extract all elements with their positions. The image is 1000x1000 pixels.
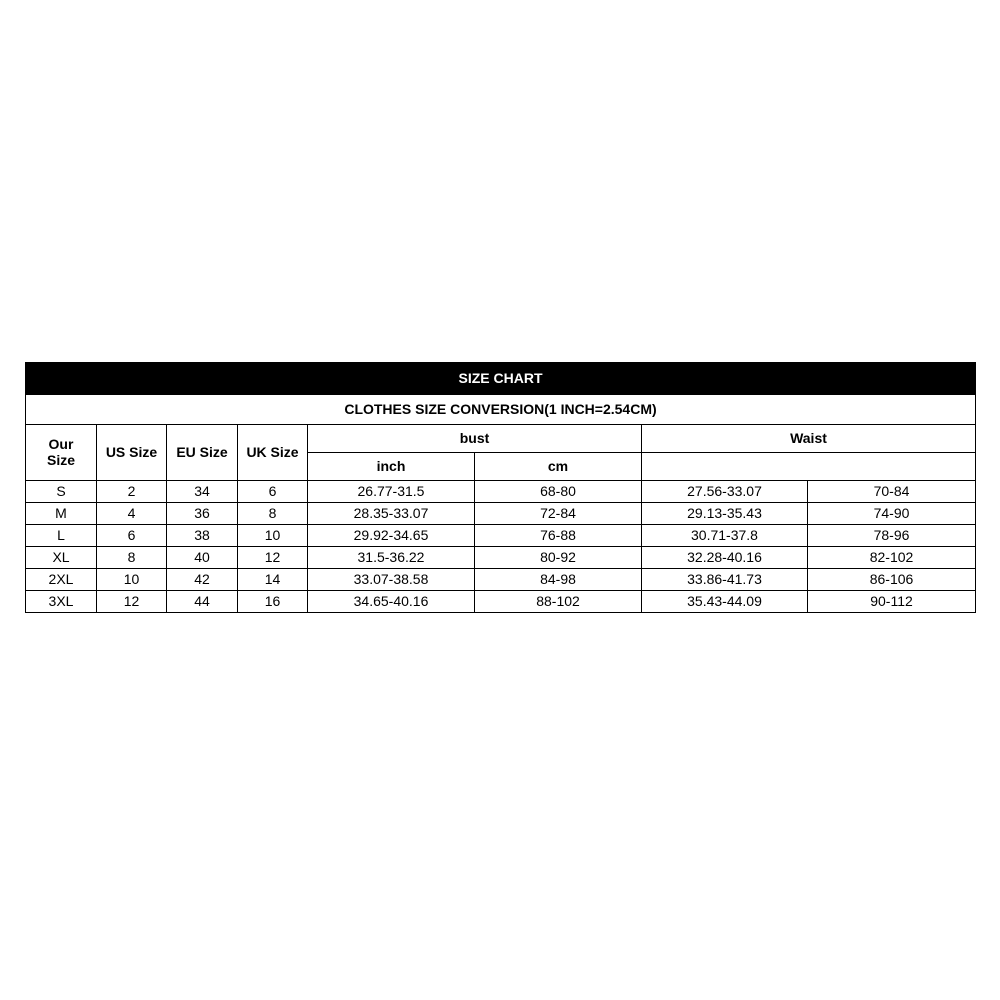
cell-uk-size: 10 (238, 525, 308, 547)
cell-bust-inch: 28.35-33.07 (308, 503, 475, 525)
title-row (26, 363, 976, 395)
chart-title: SIZE CHART (26, 363, 976, 395)
cell-bust-inch: 33.07-38.58 (308, 569, 475, 591)
header-bust-inch: inch (308, 453, 475, 481)
cell-eu-size: 42 (167, 569, 238, 591)
subtitle-row (26, 395, 976, 425)
table-row (26, 525, 976, 547)
cell-eu-size: 36 (167, 503, 238, 525)
cell-bust-inch: 31.5-36.22 (308, 547, 475, 569)
cell-bust-cm: 80-92 (475, 547, 642, 569)
cell-waist-inch: 32.28-40.16 (642, 547, 808, 569)
table-row (26, 591, 976, 613)
cell-eu-size: 34 (167, 481, 238, 503)
cell-waist-inch: 29.13-35.43 (642, 503, 808, 525)
header-our-size (26, 425, 97, 481)
cell-bust-cm: 72-84 (475, 503, 642, 525)
header-our-size-line-1: Our (48, 436, 74, 453)
cell-uk-size: 14 (238, 569, 308, 591)
cell-waist-cm: 74-90 (808, 503, 976, 525)
cell-bust-inch: 34.65-40.16 (308, 591, 475, 613)
cell-us-size: 2 (97, 481, 167, 503)
header-uk-size: UK Size (238, 425, 308, 481)
cell-eu-size: 44 (167, 591, 238, 613)
cell-our-size: XL (26, 547, 97, 569)
cell-waist-cm: 82-102 (808, 547, 976, 569)
cell-waist-cm: 78-96 (808, 525, 976, 547)
cell-bust-inch: 26.77-31.5 (308, 481, 475, 503)
cell-our-size: L (26, 525, 97, 547)
cell-our-size: M (26, 503, 97, 525)
cell-bust-cm: 68-80 (475, 481, 642, 503)
table-row (26, 481, 976, 503)
header-eu-size: EU Size (167, 425, 238, 481)
size-chart-table (25, 362, 976, 613)
header-bust-cm: cm (475, 453, 642, 481)
cell-our-size: S (26, 481, 97, 503)
cell-bust-cm: 88-102 (475, 591, 642, 613)
cell-us-size: 8 (97, 547, 167, 569)
cell-waist-cm: 70-84 (808, 481, 976, 503)
cell-uk-size: 12 (238, 547, 308, 569)
cell-uk-size: 6 (238, 481, 308, 503)
cell-uk-size: 8 (238, 503, 308, 525)
table-row (26, 547, 976, 569)
header-our-size-line-2: Size (46, 451, 75, 468)
cell-waist-cm: 86-106 (808, 569, 976, 591)
header-us-size: US Size (97, 425, 167, 481)
cell-waist-inch: 33.86-41.73 (642, 569, 808, 591)
cell-us-size: 4 (97, 503, 167, 525)
cell-waist-inch: 30.71-37.8 (642, 525, 808, 547)
size-chart (25, 362, 975, 613)
cell-bust-inch: 29.92-34.65 (308, 525, 475, 547)
cell-bust-cm: 84-98 (475, 569, 642, 591)
cell-our-size: 2XL (26, 569, 97, 591)
cell-our-size: 3XL (26, 591, 97, 613)
header-waist: Waist (642, 425, 976, 453)
chart-subtitle: CLOTHES SIZE CONVERSION(1 INCH=2.54CM) (26, 395, 976, 425)
header-bust: bust (308, 425, 642, 453)
cell-eu-size: 38 (167, 525, 238, 547)
cell-waist-inch: 35.43-44.09 (642, 591, 808, 613)
cell-eu-size: 40 (167, 547, 238, 569)
cell-uk-size: 16 (238, 591, 308, 613)
cell-bust-cm: 76-88 (475, 525, 642, 547)
table-row (26, 569, 976, 591)
header-row (26, 425, 976, 453)
cell-us-size: 12 (97, 591, 167, 613)
header-waist-units-blank (642, 453, 976, 481)
cell-waist-inch: 27.56-33.07 (642, 481, 808, 503)
cell-us-size: 10 (97, 569, 167, 591)
cell-us-size: 6 (97, 525, 167, 547)
table-row (26, 503, 976, 525)
cell-waist-cm: 90-112 (808, 591, 976, 613)
